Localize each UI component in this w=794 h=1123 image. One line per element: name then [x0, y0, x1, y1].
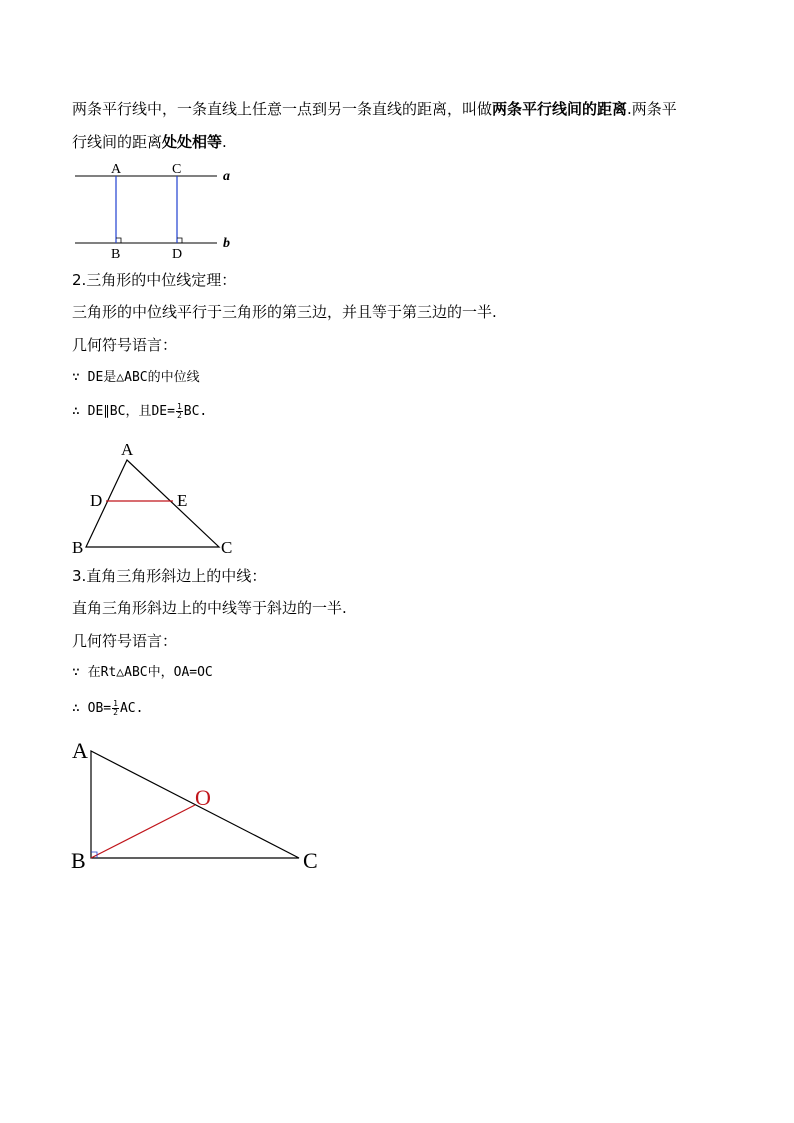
section-3-because: ∵ 在Rt△ABC中，OA=OC — [72, 665, 213, 680]
therefore-text-tail: AC. — [119, 701, 144, 716]
label-C: C — [303, 848, 318, 873]
section-2-because: ∵ DE是△ABC的中位线 — [72, 370, 200, 385]
median-ob — [91, 805, 195, 858]
label-B: B — [71, 848, 86, 873]
label-E: E — [177, 491, 188, 510]
label-C: C — [221, 538, 233, 557]
therefore-text: ∴ OB= — [72, 701, 112, 716]
section-2-heading: 2.三角形的中位线定理： — [72, 271, 237, 289]
label-C: C — [172, 162, 182, 177]
label-A: A — [111, 162, 122, 177]
label-a: a — [223, 169, 230, 184]
label-A: A — [72, 738, 88, 763]
definition-emphasis: 处处相等 — [162, 133, 223, 151]
definition-term: 两条平行线间的距离 — [492, 100, 628, 118]
fraction-numerator: 1 — [176, 402, 182, 411]
definition-period: . — [222, 133, 227, 151]
label-b: b — [223, 236, 230, 251]
therefore-text-tail: BC. — [183, 404, 208, 419]
section-2-statement: 三角形的中位线平行于三角形的第三边，并且等于第三边的一半. — [72, 303, 497, 321]
fraction-numerator: 1 — [113, 699, 118, 708]
section-2-language-label: 几何符号语言： — [72, 336, 178, 354]
label-D: D — [90, 491, 103, 510]
label-B: B — [72, 538, 84, 557]
definition-text-tail: .两条平 — [627, 100, 677, 118]
fraction-denominator: 2 — [176, 411, 182, 420]
label-A: A — [121, 440, 134, 459]
definition-text: 两条平行线中，一条直线上任意一点到另一条直线的距离，叫做 — [72, 100, 493, 118]
label-B: B — [111, 247, 121, 262]
section-3-statement: 直角三角形斜边上的中线等于斜边的一半. — [72, 599, 347, 617]
section-3-heading: 3.直角三角形斜边上的中线： — [72, 567, 267, 585]
fraction-denominator: 2 — [113, 708, 118, 717]
label-O: O — [195, 785, 211, 810]
definition-text: 行线间的距离 — [72, 133, 163, 151]
therefore-text: ∴ DE∥BC，且DE= — [72, 404, 175, 419]
section-3-language-label: 几何符号语言： — [72, 632, 178, 650]
label-D: D — [172, 247, 183, 262]
